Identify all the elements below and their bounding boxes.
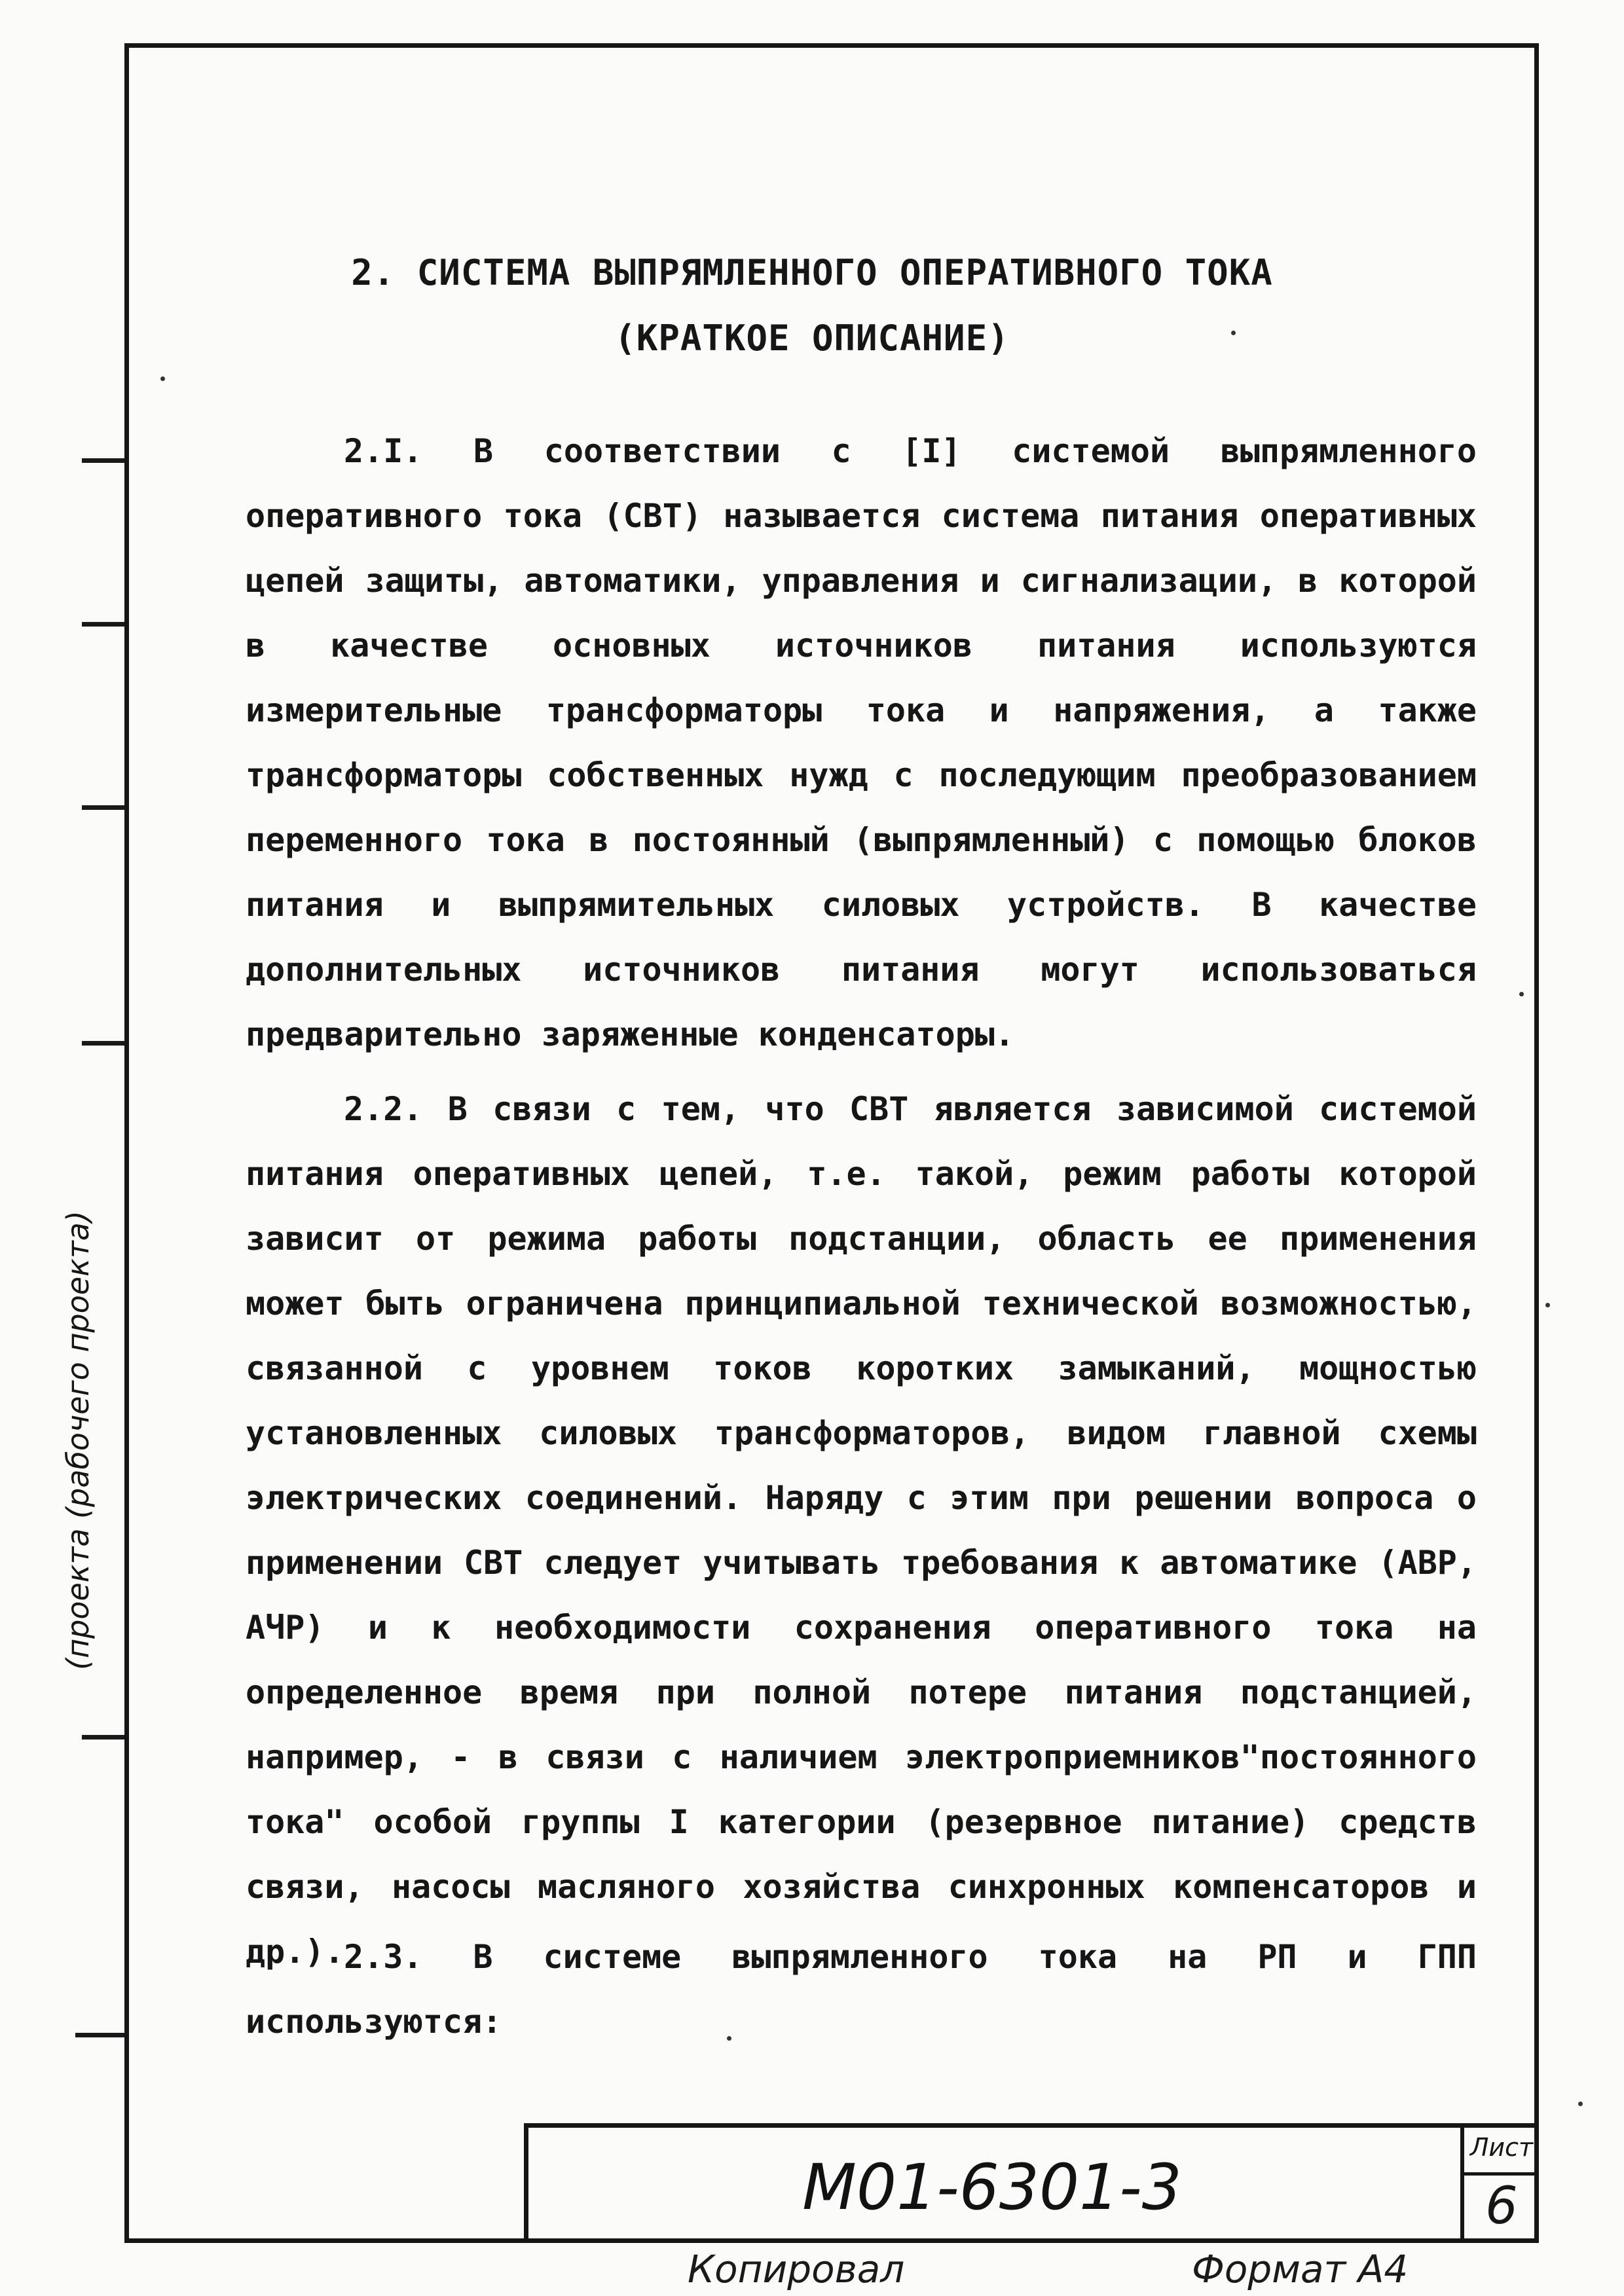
margin-tick [82, 1735, 124, 1740]
footer-format: Формат А4 [1192, 2247, 1409, 2291]
sheet-cell-divider [1464, 2172, 1539, 2176]
margin-tick [82, 622, 124, 627]
margin-tick [82, 458, 124, 463]
scan-speck [1578, 2102, 1583, 2106]
sheet-label: Лист [1469, 2133, 1534, 2162]
footer-copied: Копировал [688, 2247, 905, 2291]
margin-tick [82, 805, 124, 810]
scan-speck [1519, 992, 1524, 996]
section-heading: 2. СИСТЕМА ВЫПРЯМЛЕННОГО ОПЕРАТИВНОГО ТОКА [351, 252, 1273, 293]
scan-speck [1231, 331, 1236, 335]
sheet-number: 6 [1485, 2177, 1518, 2236]
scan-speck [160, 376, 165, 381]
document-code: М01-6301-3 [802, 2151, 1182, 2224]
scan-speck [727, 2036, 731, 2041]
margin-tick [75, 2033, 124, 2037]
paragraph-2-3: 2.3. В системе выпрямленного тока на РП и ГПП используются: [246, 1938, 1477, 2041]
section-subheading: (КРАТКОЕ ОПИСАНИЕ) [614, 318, 1010, 359]
paragraph-2-1: 2.I. В соответствии с [I] системой выпрямленного оперативного тока (СВТ) называется система питания оперативных цепей защиты, автоматики, управления и сигнализации, в которой в качестве основных источников питания используются измерительные трансформаторы тока и напряжения, а также трансформаторы собственных нужд с последующим преобразованием переменного тока в постоянный (выпрямленный) с помощью блоков питания и выпрямительных силовых устройств. В качестве дополнительных источников питания могут использоваться предварительно заряженные конденсаторы. [246, 432, 1477, 1053]
margin-stamp-label: (проекта (рабочего проекта) [60, 1211, 96, 1670]
paragraph-2-2: 2.2. В связи с тем, что СВТ является зависимой системой питания оперативных цепей, т.е. такой, режим работы которой зависит от режима работы подстанции, область ее применения может быть ограничена принципиальной технической возможностью, связанной с уровнем токов коротких замыканий, мощностью установленных силовых трансформаторов, видом главной схемы электрических соединений. Наряду с этим при решении вопроса о применении СВТ следует учитывать требования к автоматике (АВР, АЧР) и к необходимости сохранения оперативного тока на определенное время при полной потере питания подстанцией, например, - в связи с наличием электроприемников"постоянного тока" особой группы I категории (резервное питание) средств связи, насосы масляного хозяйства синхронных компенсаторов и др.). [246, 1090, 1477, 1971]
margin-tick [82, 1041, 124, 1046]
scan-speck [1545, 1303, 1550, 1307]
